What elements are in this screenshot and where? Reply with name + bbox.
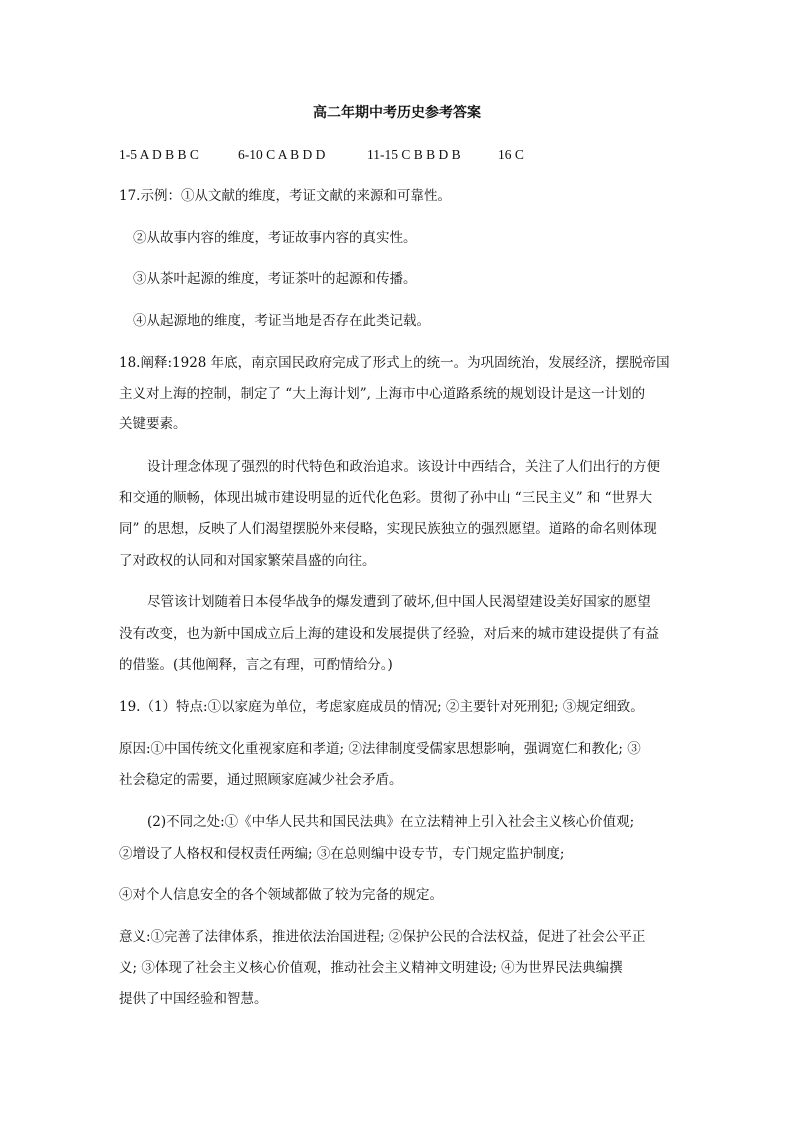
q17-line-2: ②从故事内容的维度，考证故事内容的真实性。: [133, 230, 417, 246]
page-title: 高二年期中考历史参考答案: [313, 105, 481, 121]
q19-line-2: 原因:①中国传统文化重视家庭和孝道; ②法律制度受儒家思想影响，强调宽仁和教化; ③: [119, 741, 641, 757]
answers-11-15: 11-15 C B B D B: [367, 147, 461, 162]
q18-para2-line-1: 设计理念体现了强烈的时代特色和政治追求。该设计中西结合，关注了人们出行的方便: [147, 459, 660, 475]
q19-part2-line-1: (2)不同之处:①《中华人民共和国民法典》在立法精神上引入社会主义核心价值观;: [147, 814, 635, 830]
answers-6-10: 6-10 C A B D D: [238, 147, 326, 162]
q18-para3-line-1: 尽管该计划随着日本侵华战争的爆发遭到了破坏,但中国人民渴望建设美好国家的愿望: [147, 594, 651, 610]
q18-para2-line-2: 和交通的顺畅，体现出城市建设明显的近代化色彩。贯彻了孙中山 “三民主义” 和 “世界大: [119, 490, 653, 506]
q19-significance-line-2: 义; ③体现了社会主义核心价值观，推动社会主义精神文明建设; ④为世界民法典编撰: [119, 960, 623, 976]
q19-part2-line-2: ②增设了人格权和侵权责任两编; ③在总则编中设专节，专门规定监护制度;: [119, 846, 565, 862]
q17-line-4: ④从起源地的维度，考证当地是否存在此类记载。: [133, 313, 430, 329]
q19-significance-line-1: 意义:①完善了法律体系，推进依法治国进程; ②保护公民的合法权益，促进了社会公平正: [119, 929, 646, 945]
q17-line-3: ③从茶叶起源的维度，考证茶叶的起源和传播。: [133, 271, 417, 287]
q19-line-3: 社会稳定的需要，通过照顾家庭减少社会矛盾。: [119, 772, 403, 788]
q18-para2-line-4: 了对政权的认同和对国家繁荣昌盛的向往。: [119, 553, 376, 569]
q18-line-3: 关键要素。: [119, 416, 187, 432]
q18-line-1: 18.阐释:1928 年底，南京国民政府完成了形式上的统一。为巩固统治，发展经济，摆脱帝国: [119, 355, 670, 371]
q18-line-2: 主义对上海的控制，制定了 “大上海计划”, 上海市中心道路系统的规划设计是这一计划的: [119, 386, 646, 402]
answers-16: 16 C: [498, 147, 524, 162]
q17-line-1: 17.示例：①从文献的维度，考证文献的来源和可靠性。: [119, 188, 451, 204]
q18-para3-line-3: 的借鉴。(其他阐释，言之有理，可酌情给分。): [119, 657, 393, 673]
q19-significance-line-3: 提供了中国经验和智慧。: [119, 991, 268, 1007]
q19-part2-line-3: ④对个人信息安全的各个领域都做了较为完备的规定。: [119, 887, 443, 903]
q19-line-1: 19.（1）特点:①以家庭为单位，考虑家庭成员的情况; ②主要针对死刑犯; ③规定细致。: [119, 699, 644, 715]
q18-para2-line-3: 同” 的思想，反映了人们渴望摆脱外来侵略，实现民族独立的强烈愿望。道路的命名则体现: [119, 521, 657, 537]
q18-para3-line-2: 没有改变，也为新中国成立后上海的建设和发展提供了经验，对后来的城市建设提供了有益: [119, 626, 659, 642]
answers-1-5: 1-5 A D B B C: [119, 147, 199, 162]
